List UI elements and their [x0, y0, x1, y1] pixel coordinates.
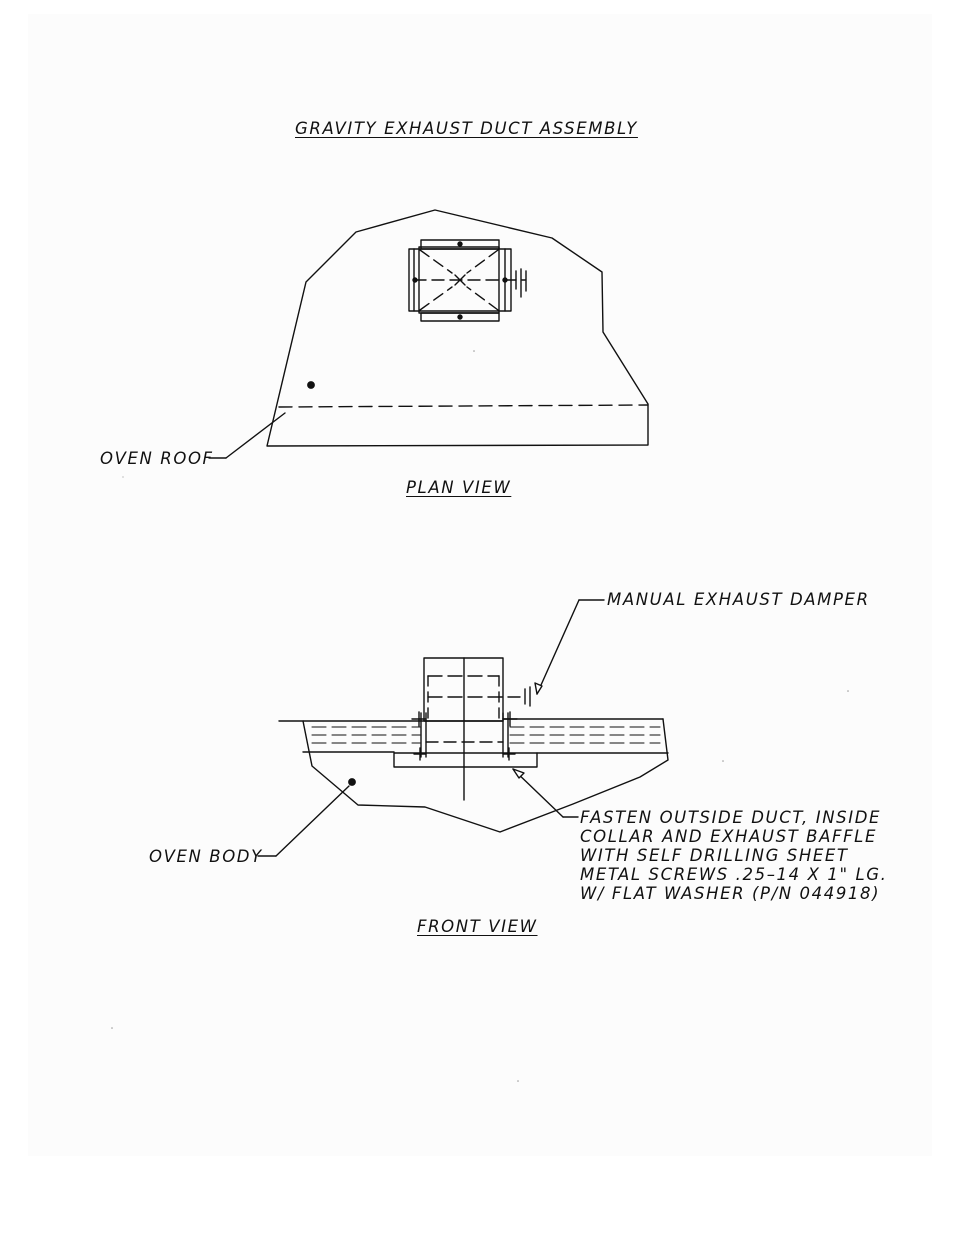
front-view-caption: FRONT VIEW	[417, 917, 538, 936]
fasten-note-line-1: FASTEN OUTSIDE DUCT, INSIDE	[580, 808, 882, 827]
plan-screw-left	[413, 278, 417, 282]
plan-screw-top	[458, 242, 462, 246]
oven-roof-label: OVEN ROOF	[100, 449, 214, 468]
insulation-hatch	[312, 727, 660, 743]
drawing-title: GRAVITY EXHAUST DUCT ASSEMBLY	[295, 119, 638, 138]
oven-body-dot	[349, 779, 355, 785]
oven-roof-leader	[226, 413, 285, 458]
plan-duct-assembly	[409, 240, 526, 321]
damper-leader	[537, 600, 579, 694]
plan-diag-2	[467, 250, 498, 273]
fasten-note-line-2: COLLAR AND EXHAUST BAFFLE	[580, 827, 877, 846]
manual-exhaust-damper-label: MANUAL EXHAUST DAMPER	[607, 590, 870, 609]
plan-diag-3	[420, 287, 452, 310]
fasten-note-line-4: METAL SCREWS .25–14 X 1" LG.	[580, 865, 888, 884]
plan-view-caption: PLAN VIEW	[406, 478, 512, 497]
plan-view	[209, 210, 648, 458]
roof-hidden-line	[279, 405, 648, 407]
fasten-note-line-5: W/ FLAT WASHER (P/N 044918)	[580, 884, 881, 903]
scan-specks	[111, 350, 849, 1082]
plan-diag-1	[420, 250, 452, 273]
fasten-arrow	[513, 769, 524, 778]
oven-roof-dot	[308, 382, 314, 388]
oven-body-label: OVEN BODY	[149, 847, 263, 866]
plan-screw-right	[503, 278, 507, 282]
exhaust-baffle	[394, 753, 537, 767]
oven-roof-outline	[267, 210, 648, 446]
fasten-note	[580, 808, 888, 903]
front-duct-assembly	[394, 658, 537, 800]
plan-screw-bottom	[458, 315, 462, 319]
fasten-note-line-3: WITH SELF DRILLING SHEET	[580, 846, 849, 865]
oven-body-leader	[276, 786, 349, 856]
plan-diag-4	[467, 287, 498, 310]
